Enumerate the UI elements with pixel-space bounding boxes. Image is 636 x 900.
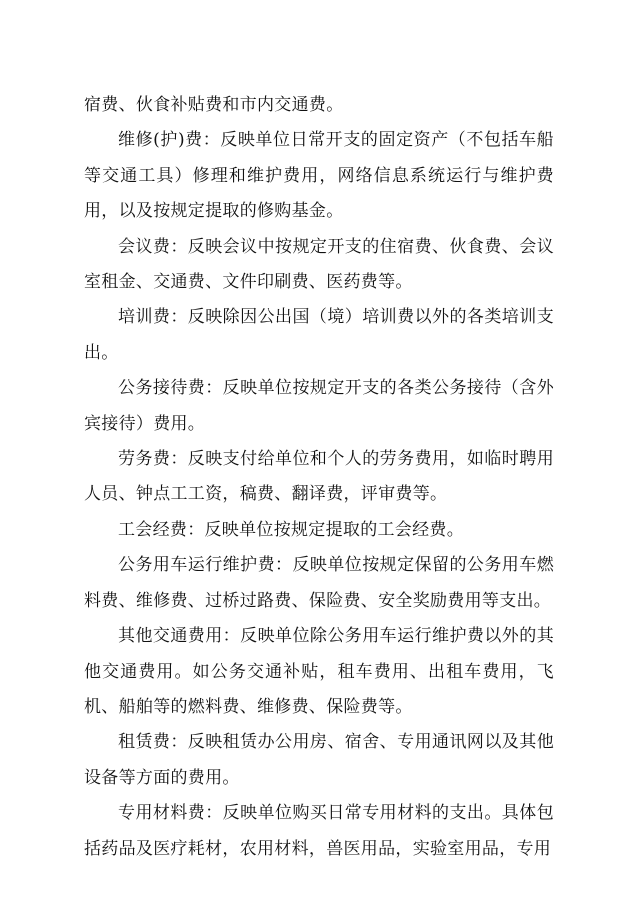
paragraph-special-materials-fee: 专用材料费：反映单位购买日常专用材料的支出。具体包括药品及医疗耗材，农用材料，兽医用品，实验室用品，专用 — [84, 803, 554, 859]
paragraph-meeting-fee: 会议费：反映会议中按规定开支的住宿费、伙食费、会议室租金、交通费、文件印刷费、医药费等。 — [84, 236, 554, 293]
paragraph-maintenance-fee: 维修(护)费：反映单位日常开支的固定资产（不包括车船等交通工具）修理和维护费用，网络信息系统运行与维护费用，以及按规定提取的修购基金。 — [84, 130, 554, 222]
paragraph-other-transport-fee: 其他交通费用：反映单位除公务用车运行维护费以外的其他交通费用。如公务交通补贴，租车费用、出租车费用，飞机、船舶等的燃料费、维修费、保险费等。 — [84, 626, 554, 717]
document-body — [84, 88, 554, 867]
paragraph-reception-fee: 公务接待费：反映单位按规定开支的各类公务接待（含外宾接待）费用。 — [84, 378, 554, 434]
paragraph-vehicle-maintenance-fee: 公务用车运行维护费：反映单位按规定保留的公务用车燃料费、维修费、过桥过路费、保险费、安全奖励费用等支出。 — [84, 555, 554, 611]
paragraph-labor-fee: 劳务费：反映支付给单位和个人的劳务费用，如临时聘用人员、钟点工工资，稿费、翻译费，评审费等。 — [84, 449, 554, 505]
paragraph-union-fee: 工会经费：反映单位按规定提取的工会经费。 — [118, 519, 464, 540]
paragraph-rental-fee: 租赁费：反映租赁办公用房、宿舍、专用通讯网以及其他设备等方面的费用。 — [84, 732, 554, 788]
paragraph-continuation: 宿费、伙食补贴费和市内交通费。 — [84, 95, 344, 115]
paragraph-training-fee: 培训费：反映除因公出国（境）培训费以外的各类培训支出。 — [84, 307, 554, 363]
